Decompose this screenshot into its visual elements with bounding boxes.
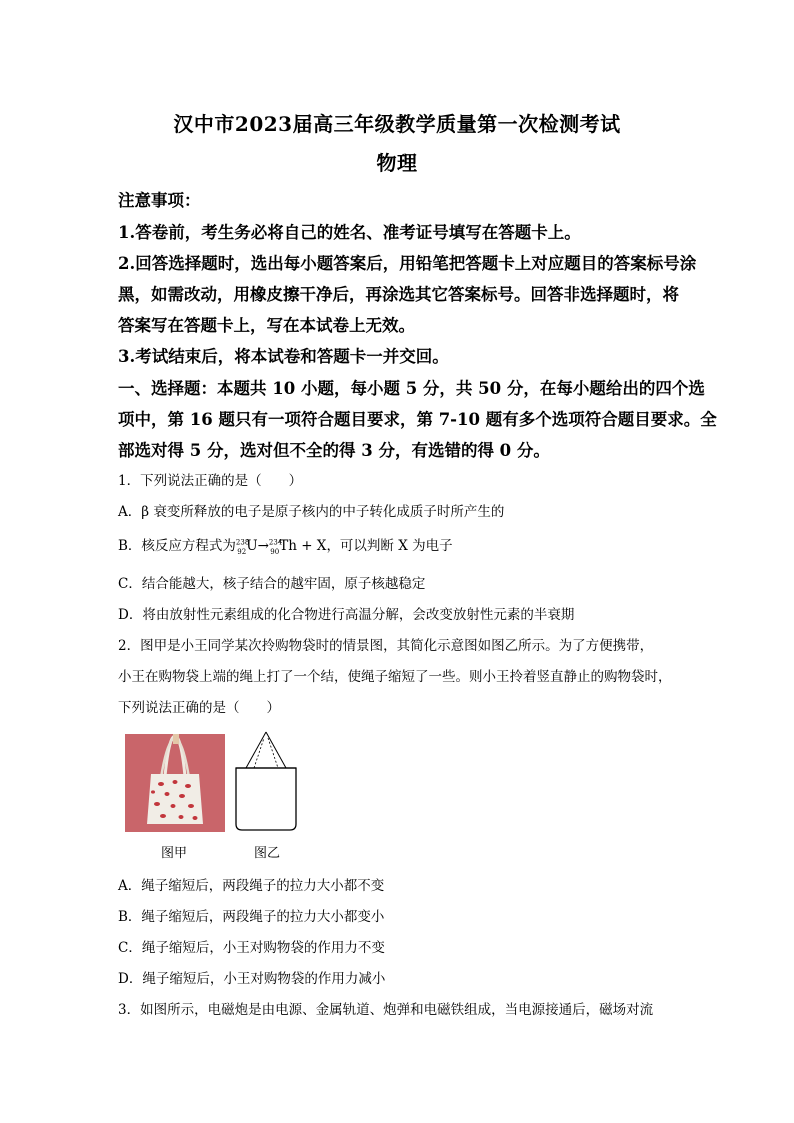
reaction-arrow: → — [257, 538, 269, 554]
u-mass-number: 238 — [235, 538, 250, 547]
q2-option-a: A．绳子缩短后，两段绳子的拉力大小都不变 — [118, 878, 385, 894]
th-mass-number: 234 — [268, 538, 283, 547]
notice-item: 1.答卷前，考生务必将自己的姓名、准考证号填写在答题卡上。 — [118, 223, 581, 242]
figure-a-caption: 图甲 — [161, 846, 188, 861]
notice-item: 2.回答选择题时，选出每小题答案后，用铅笔把答题卡上对应题目的答案标号涂 — [118, 254, 697, 273]
q1-option-b — [118, 534, 678, 556]
bag-outline — [236, 768, 296, 830]
notice-item: 3.考试结束后，将本试卷和答题卡一并交回。 — [118, 347, 449, 366]
exam-title: 汉中市2023届高三年级教学质量第一次检测考试 — [173, 112, 621, 136]
shopping-bag-photo — [125, 734, 225, 832]
notice-item: 黑，如需改动，用橡皮擦干净后，再涂选其它答案标号。回答非选择题时，将 — [118, 285, 679, 304]
q3-stem: 3．如图所示，电磁炮是由电源、金属轨道、炮弹和电磁铁组成，当电源接通后，磁场对流 — [118, 1002, 654, 1018]
q2-option-c: C．绳子缩短后，小王对购物袋的作用力不变 — [118, 940, 385, 956]
q1-option-a: A．β 衰变所释放的电子是原子核内的中子转化成质子时所产生的 — [118, 504, 505, 520]
q1-stem: 1．下列说法正确的是（ ） — [118, 473, 303, 489]
notice-item: 答案写在答题卡上，写在本试卷上无效。 — [118, 316, 415, 335]
th-atomic-number: 90 — [270, 547, 280, 556]
hand — [173, 734, 179, 744]
thorium-nuclide — [269, 538, 327, 556]
q2-stem-line: 小王在购物袋上端的绳上打了一个结，使绳子缩短了一些。则小王拎着竖直静止的购物袋时， — [118, 669, 672, 685]
subject-title: 物理 — [376, 151, 418, 175]
q2-option-d: D．绳子缩短后，小王对购物袋的作用力减小 — [118, 971, 386, 987]
q2-option-b: B．绳子缩短后，两段绳子的拉力大小都变小 — [118, 909, 385, 925]
th-symbol: Th + X — [279, 538, 327, 554]
bag-schematic-diagram — [232, 728, 300, 832]
section-instruction: 一、选择题：本题共 10 小题，每小题 5 分，共 50 分，在每小题给出的四个选 — [118, 379, 705, 398]
u-atomic-number: 92 — [237, 547, 247, 556]
uranium-nuclide — [236, 538, 258, 556]
q1-option-b-suffix: ，可以判断 X 为电子 — [326, 538, 453, 554]
figure-b-caption: 图乙 — [254, 846, 281, 861]
section-instruction: 项中，第 16 题只有一项符合题目要求，第 7-10 题有多个选项符合题目要求。全 — [118, 410, 717, 429]
q2-stem-line: 2．图甲是小王同学某次拎购物袋时的情景图，其简化示意图如图乙所示。为了方便携带， — [118, 638, 654, 654]
rope-dashed-left — [254, 738, 264, 768]
q1-option-c: C．结合能越大，核子结合的越牢固，原子核越稳定 — [118, 576, 426, 592]
section-instruction: 部选对得 5 分，选对但不全的得 3 分，有选错的得 0 分。 — [118, 441, 550, 460]
rope-dashed-right — [268, 738, 278, 768]
notice-heading: 注意事项： — [118, 191, 201, 210]
q1-option-b-prefix: B．核反应方程式为 — [118, 538, 236, 554]
q2-stem-line: 下列说法正确的是（ ） — [118, 700, 280, 716]
u-symbol: U — [246, 538, 258, 554]
q1-option-d: D．将由放射性元素组成的化合物进行高温分解，会改变放射性元素的半衰期 — [118, 607, 575, 623]
